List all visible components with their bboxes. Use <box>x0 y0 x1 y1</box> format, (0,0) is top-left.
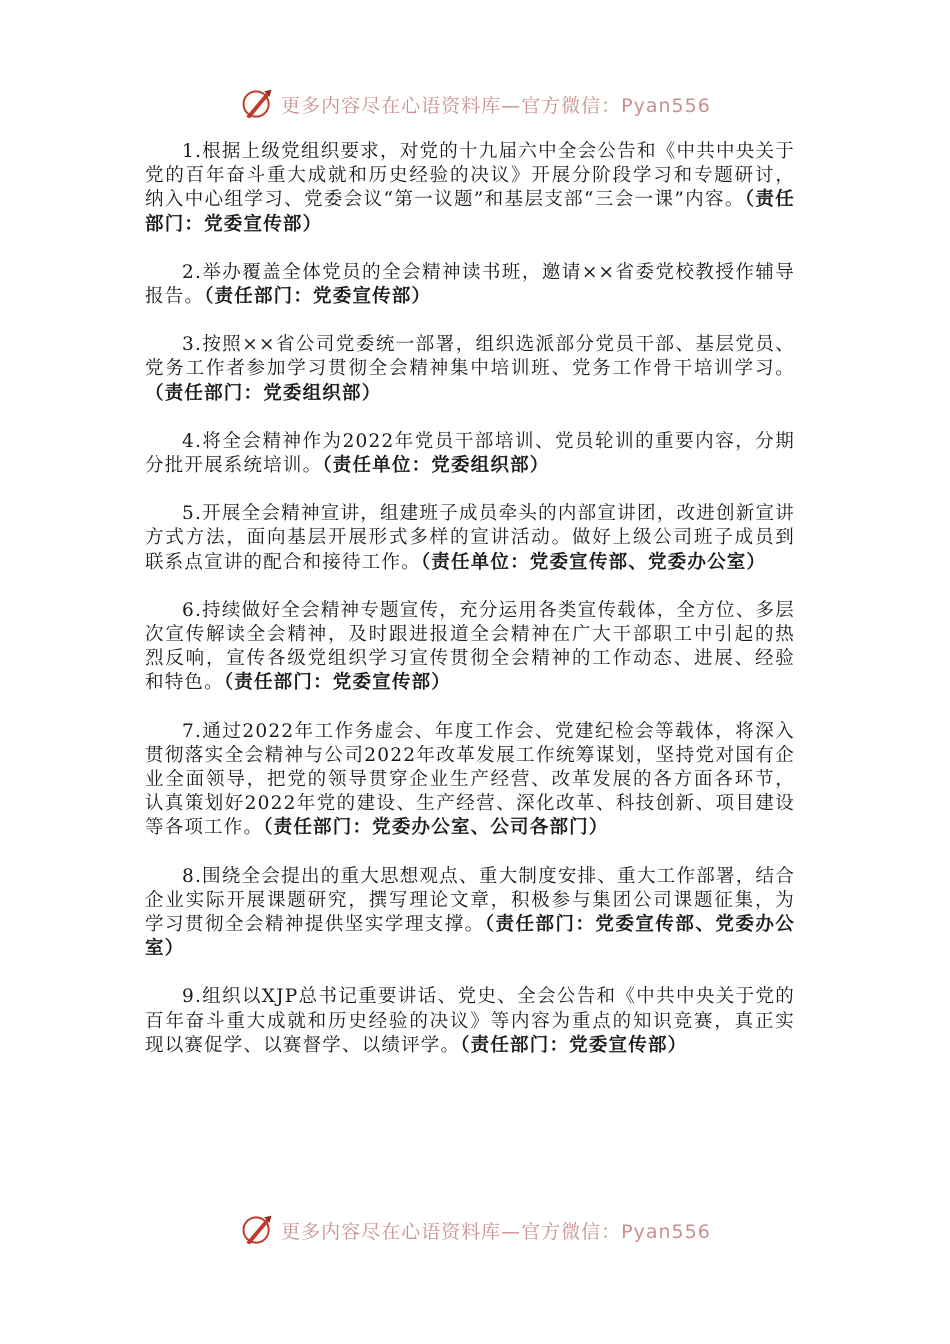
quill-pen-logo-icon <box>239 1212 275 1248</box>
item-text: 1.根据上级党组织要求，对党的十九届六中全会公告和《中共中央关于党的百年奋斗重大成就和历史经验的决议》开展分阶段学习和专题研讨，纳入中心组学习、党委会议“第一议题”和基层支部“三会一课”内容。 <box>145 141 795 211</box>
item-text: 3.按照××省公司党委统一部署，组织选派部分党员干部、基层党员、党务工作者参加学习贯彻全会精神集中培训班、党务工作骨干培训学习。 <box>145 334 795 380</box>
item-text: 2.举办覆盖全体党员的全会精神读书班，邀请××省委党校教授作辅导报告。 <box>145 261 795 308</box>
item-text: 8.围绕全会提出的重大思想观点、重大制度安排、重大工作部署，结合企业实际开展课题研究，撰写理论文章，积极参与集团公司课题征集，为学习贯彻全会精神提供坚实学理支撑。 <box>145 865 795 936</box>
responsible-department: （责任单位：党委宣传部、党委办公室） <box>420 551 767 573</box>
header-watermark-banner <box>0 84 950 124</box>
responsible-department: （责任部门：党委宣传部、党委办公室） <box>145 914 796 960</box>
item-paragraph-6 <box>145 599 795 696</box>
responsible-department: （责任部门：党委办公室、公司各部门） <box>263 817 609 839</box>
quill-pen-logo-icon <box>239 86 275 122</box>
responsible-department: （责任部门：党委宣传部） <box>145 189 795 235</box>
responsible-department: （责任部门：党委宣传部） <box>204 286 432 308</box>
watermark-text: 更多内容尽在心语资料库—官方微信：Pyan556 <box>281 1220 711 1243</box>
item-text: 4.将全会精神作为2022年党员干部培训、党员轮训的重要内容，分期分批开展系统培训。 <box>145 430 795 477</box>
document-body <box>145 140 795 1082</box>
item-paragraph-3 <box>145 333 795 406</box>
item-paragraph-1 <box>145 140 795 237</box>
footer-watermark-banner <box>0 1210 950 1250</box>
item-text: 7.通过2022年工作务虚会、年度工作会、党建纪检会等载体，将深入贯彻落实全会精神与公司2022年改革发展工作统筹谋划，坚持党对国有企业全面领导，把党的领导贯穿企业生产经营、改革发展的各方面各环节，认真策划好2022年党的建设、生产经营、深化改革、科技创新、项目建设等各项工作。 <box>145 720 795 839</box>
item-paragraph-4 <box>145 430 795 478</box>
item-text: 5.开展全会精神宣讲，组建班子成员牵头的内部宣讲团，改进创新宣讲方式方法，面向基层开展形式多样的宣讲活动。做好上级公司班子成员到联系点宣讲的配合和接待工作。 <box>145 503 795 573</box>
item-paragraph-2 <box>145 261 795 309</box>
responsible-department: （责任部门：党委宣传部） <box>223 672 451 694</box>
responsible-department: （责任部门：党委宣传部） <box>460 1034 688 1056</box>
responsible-department: （责任部门：党委组织部） <box>145 382 382 404</box>
item-text: 9.组织以XJP总书记重要讲话、党史、全会公告和《中共中央关于党的百年奋斗重大成就和历史经验的决议》等内容为重点的知识竞赛，真正实现以赛促学、以赛督学、以绩评学。 <box>145 986 795 1056</box>
item-paragraph-5 <box>145 502 795 575</box>
item-paragraph-9 <box>145 985 795 1058</box>
item-paragraph-7 <box>145 720 795 841</box>
watermark-text: 更多内容尽在心语资料库—官方微信：Pyan556 <box>281 94 711 117</box>
item-paragraph-8 <box>145 865 795 962</box>
item-text: 6.持续做好全会精神专题宣传，充分运用各类宣传载体，全方位、多层次宣传解读全会精神，及时跟进报道全会精神在广大干部职工中引起的热烈反响，宣传各级党组织学习宣传贯彻全会精神的工作动态、进展、经验和特色。 <box>145 599 795 694</box>
responsible-department: （责任单位：党委组织部） <box>322 455 550 477</box>
